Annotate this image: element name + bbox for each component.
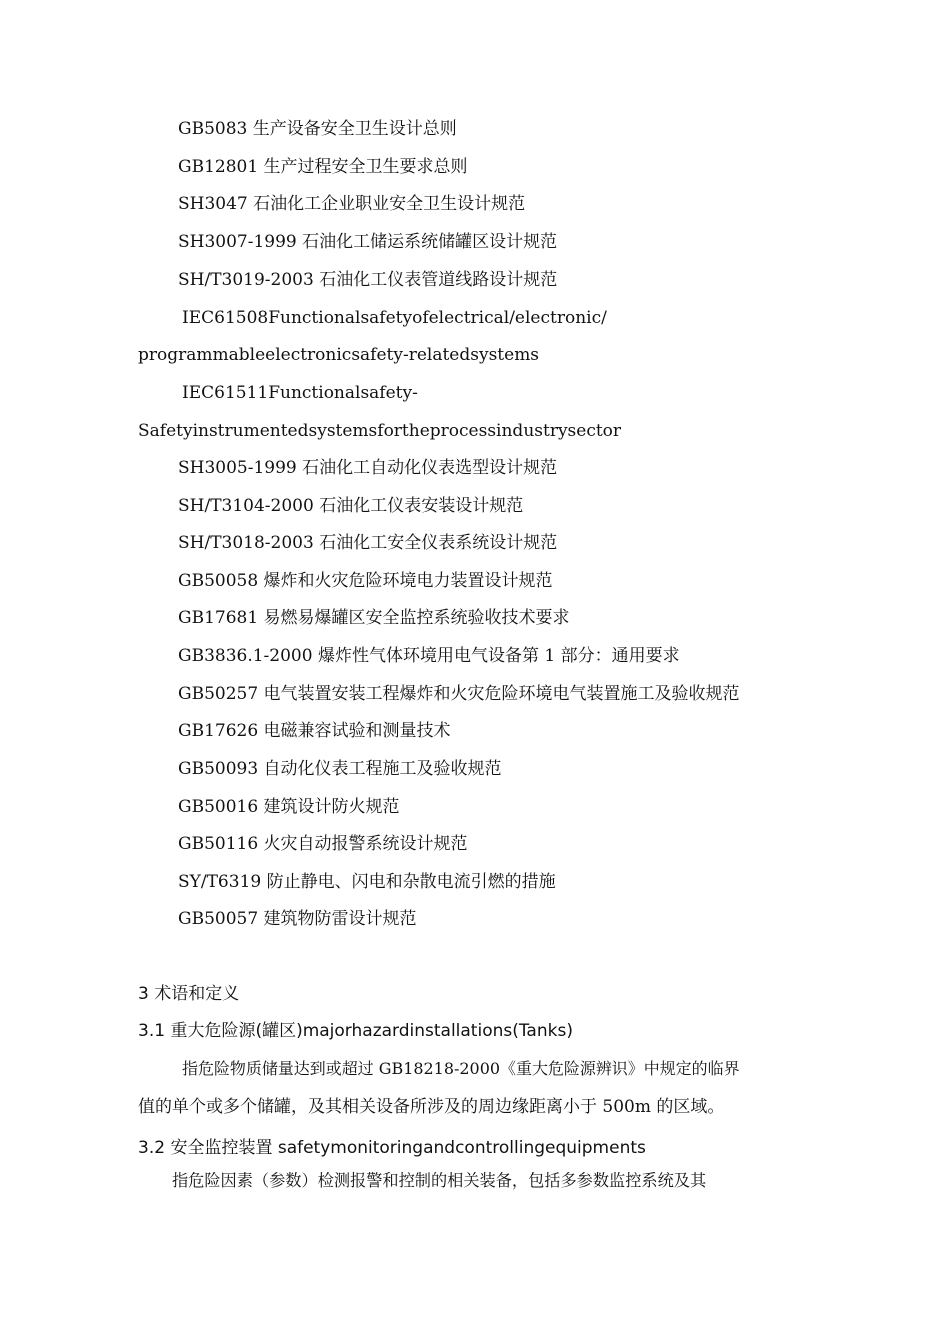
reference-sh3047: SH3047 石油化工企业职业安全卫生设计规范 xyxy=(178,194,526,214)
term-3-2-definition-line1: 指危险因素（参数）检测报警和控制的相关装备，包括多参数监控系统及其 xyxy=(172,1171,707,1190)
reference-sh-t3018: SH/T3018-2003 石油化工安全仪表系统设计规范 xyxy=(178,533,558,553)
reference-gb5083: GB5083 生产设备安全卫生设计总则 xyxy=(178,119,457,139)
reference-iec61511-line1: IEC61511Functionalsafety- xyxy=(182,383,418,403)
term-3-1-heading: 3.1 重大危险源(罐区)majorhazardinstallations(Tanks) xyxy=(138,1021,573,1041)
reference-sh3005: SH3005-1999 石油化工自动化仪表选型设计规范 xyxy=(178,458,558,478)
term-3-2-heading: 3.2 安全监控装置 safetymonitoringandcontrollingequipments xyxy=(138,1138,646,1158)
reference-iec61508-line2: programmableelectronicsafety-relatedsystems xyxy=(138,345,540,365)
reference-gb17681: GB17681 易燃易爆罐区安全监控系统验收技术要求 xyxy=(178,608,570,628)
reference-gb50116: GB50116 火灾自动报警系统设计规范 xyxy=(178,834,468,854)
reference-gb50093: GB50093 自动化仪表工程施工及验收规范 xyxy=(178,759,502,779)
reference-gb17626: GB17626 电磁兼容试验和测量技术 xyxy=(178,721,451,741)
term-3-1-definition-line1: 指危险物质储量达到或超过 GB18218-2000《重大危险源辨识》中规定的临界 xyxy=(182,1059,740,1078)
reference-sy-t6319: SY/T6319 防止静电、闪电和杂散电流引燃的措施 xyxy=(178,872,556,892)
section-title: 3 术语和定义 xyxy=(138,984,240,1004)
reference-gb50016: GB50016 建筑设计防火规范 xyxy=(178,797,400,817)
reference-gb3836: GB3836.1-2000 爆炸性气体环境用电气设备第 1 部分：通用要求 xyxy=(178,646,680,666)
reference-gb50257: GB50257 电气装置安装工程爆炸和火灾危险环境电气装置施工及验收规范 xyxy=(178,684,740,704)
reference-iec61511-line2: Safetyinstrumentedsystemsfortheprocessindustrysector xyxy=(138,421,622,441)
reference-sh-t3019: SH/T3019-2003 石油化工仪表管道线路设计规范 xyxy=(178,270,558,290)
reference-gb50057: GB50057 建筑物防雷设计规范 xyxy=(178,909,417,929)
reference-iec61508-line1: IEC61508Functionalsafetyofelectrical/electronic/ xyxy=(182,308,607,328)
term-3-1-definition-line2: 值的单个或多个储罐，及其相关设备所涉及的周边缘距离小于 500m 的区域。 xyxy=(138,1097,725,1117)
reference-gb12801: GB12801 生产过程安全卫生要求总则 xyxy=(178,157,468,177)
reference-sh-t3104: SH/T3104-2000 石油化工仪表安装设计规范 xyxy=(178,496,524,516)
reference-sh3007: SH3007-1999 石油化工储运系统储罐区设计规范 xyxy=(178,232,558,252)
reference-gb50058: GB50058 爆炸和火灾危险环境电力装置设计规范 xyxy=(178,571,553,591)
